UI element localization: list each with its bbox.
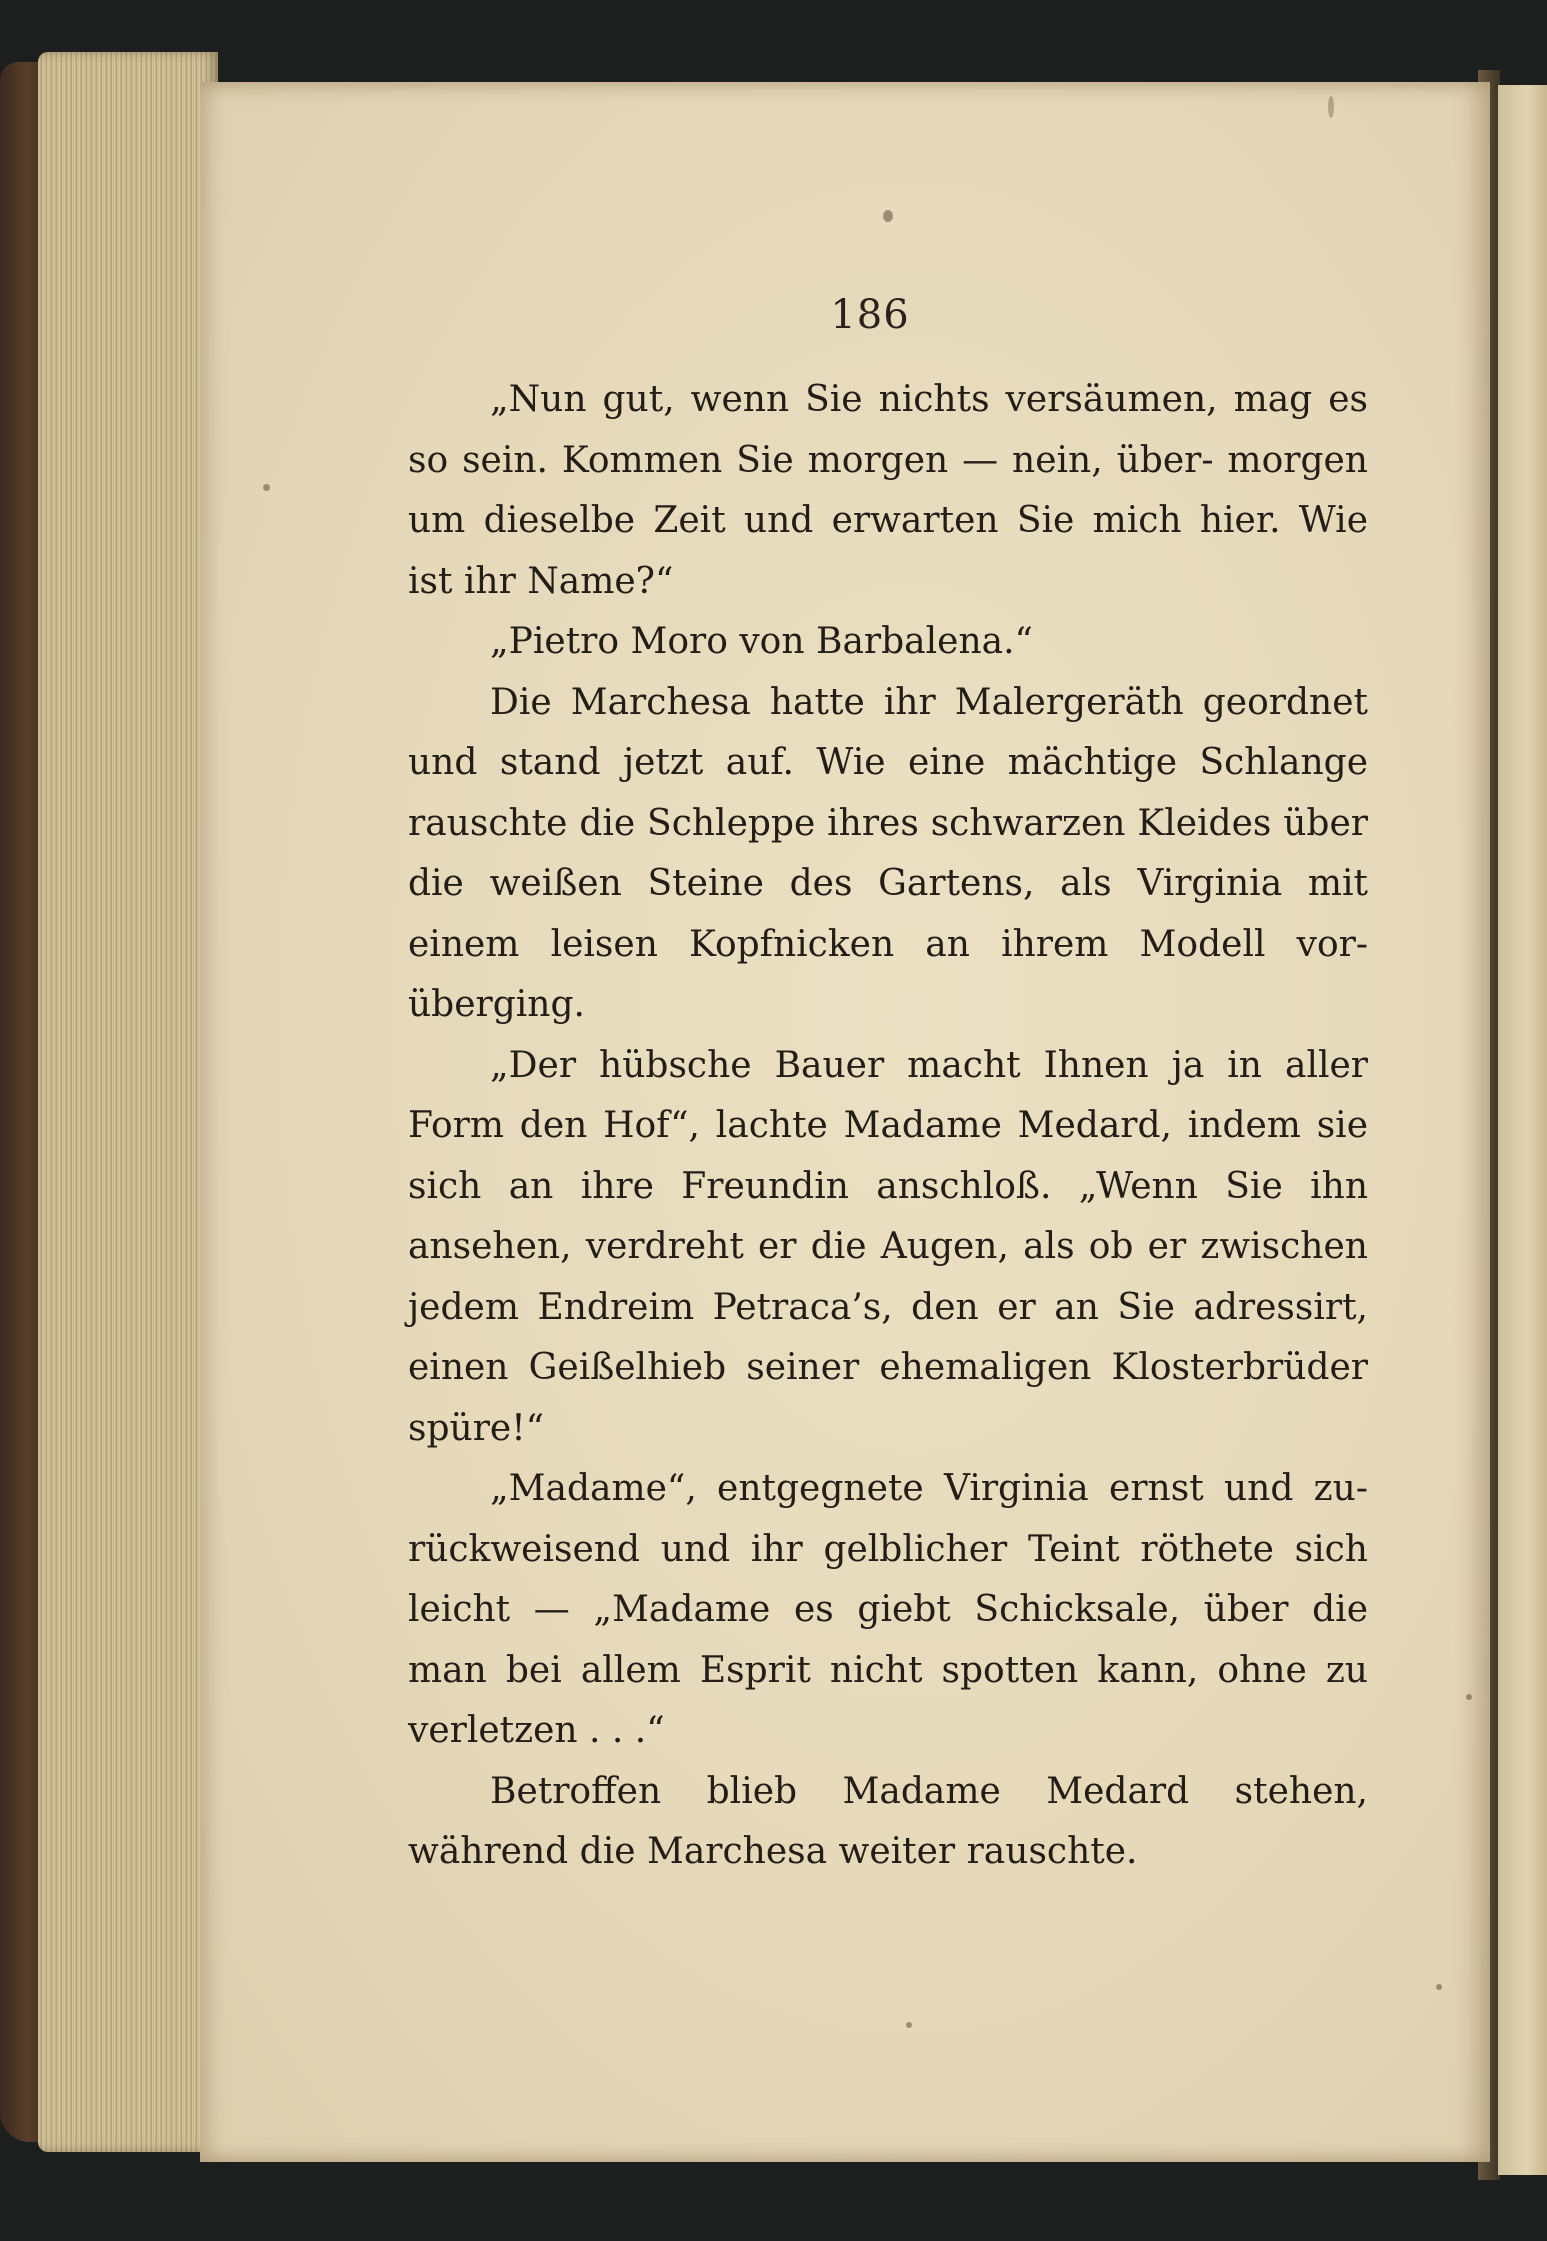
paper-speck xyxy=(906,2022,912,2028)
paper-speck xyxy=(1328,96,1334,118)
paper-speck xyxy=(883,210,893,222)
paper-speck xyxy=(1436,1984,1442,1990)
paragraph: „Madame“, entgegnete Virginia ernst und zu- rückweisend und ihr gelblicher Teint röthete sich leicht — „Madame es giebt Schicksale, über die man bei allem Esprit nicht spotten kann, ohne zu verletzen . . .“ xyxy=(408,1468,1368,1751)
paper-speck xyxy=(263,484,270,491)
paragraph: „Nun gut, wenn Sie nichts versäumen, mag es so sein. Kommen Sie morgen — nein, über- morgen um dieselbe Zeit und erwarten Sie mich hier. Wie ist ihr Name?“ xyxy=(408,379,1368,602)
paper-speck xyxy=(1466,1694,1472,1700)
facing-page-edge xyxy=(1498,85,1547,2175)
paragraph: „Pietro Moro von Barbalena.“ xyxy=(490,621,1033,662)
paragraph: Die Marchesa hatte ihr Malergeräth geordnet und stand jetzt auf. Wie eine mächtige Schlange rauschte die Schleppe ihres schwarzen Kleides über die weißen Steine des Gartens, als Virginia mit einem leisen Kopfnicken an ihrem Modell vor- überging. xyxy=(408,681,1368,1025)
page-number: 186 xyxy=(830,292,910,338)
paragraph: Betroffen blieb Madame Medard stehen, während die Marchesa weiter rauschte. xyxy=(408,1770,1368,1872)
paragraph: „Der hübsche Bauer macht Ihnen ja in aller Form den Hof“, lachte Madame Medard, indem sie sich an ihre Freundin anschloß. „Wenn Sie ihn ansehen, verdreht er die Augen, als ob er zwischen jedem Endreim Petraca’s, den er an Sie adressirt, einen Geißelhieb seiner ehemaligen Klosterbrüder spüre!“ xyxy=(408,1044,1368,1449)
page-edges xyxy=(38,52,218,2152)
page-text xyxy=(408,370,1368,1883)
